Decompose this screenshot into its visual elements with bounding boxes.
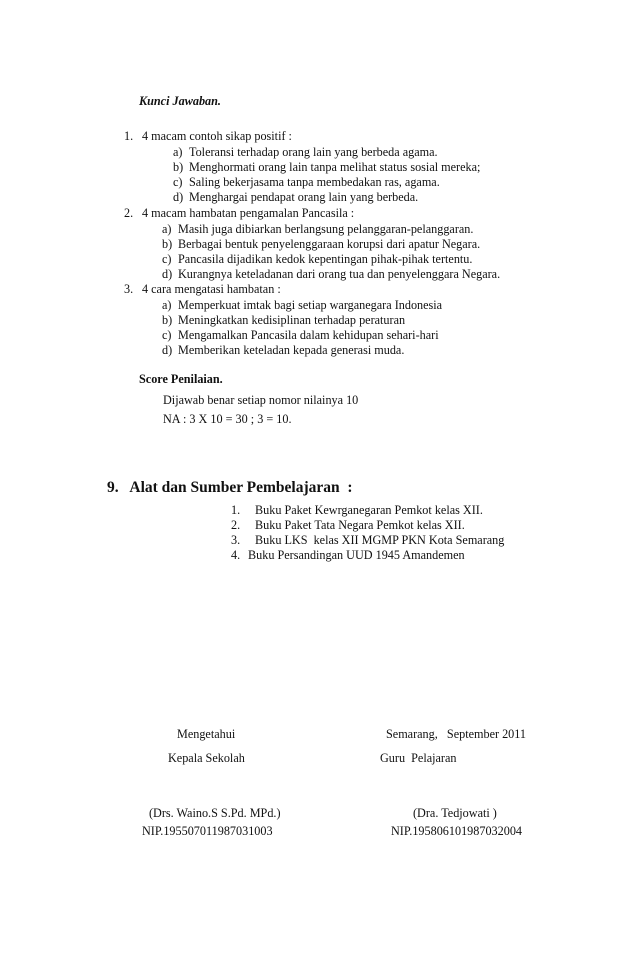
list-item: 1. Buku Paket Kewrganegaran Pemkot kelas XII. xyxy=(231,503,483,517)
question-text: 4 macam hambatan pengamalan Pancasila : xyxy=(142,206,355,220)
question-number: 1. xyxy=(124,129,134,143)
signature-right-place-date: Semarang, September 2011 xyxy=(386,727,527,741)
question-number: 3. xyxy=(124,282,134,296)
signature-left-nip: NIP.195507011987031003 xyxy=(142,824,273,838)
list-item: d) Menghargai pendapat orang lain yang berbeda. xyxy=(173,190,419,204)
list-item: c) Pancasila dijadikan kedok kepentingan pihak-pihak tertentu. xyxy=(162,252,473,266)
list-item: d) Memberikan keteladan kepada generasi muda. xyxy=(162,343,405,357)
question-number: 2. xyxy=(124,206,134,220)
list-item: 4. Buku Persandingan UUD 1945 Amandemen xyxy=(231,548,465,562)
list-item: a) Masih juga dibiarkan berlangsung pelanggaran-pelanggaran. xyxy=(162,222,474,236)
list-item: b) Berbagai bentuk penyelenggaraan korupsi dari apatur Negara. xyxy=(162,237,481,251)
section-heading: 9. Alat dan Sumber Pembelajaran : xyxy=(107,479,353,496)
signature-right-nip: NIP.195806101987032004 xyxy=(391,824,523,838)
list-item: 2. Buku Paket Tata Negara Pemkot kelas XII. xyxy=(231,518,465,532)
score-formula: NA : 3 X 10 = 30 ; 3 = 10. xyxy=(163,412,292,426)
list-item: b) Meningkatkan kedisiplinan terhadap peraturan xyxy=(162,313,406,327)
signature-right-role: Guru Pelajaran xyxy=(380,751,457,765)
list-item: 3. Buku LKS kelas XII MGMP PKN Kota Semarang xyxy=(231,533,505,547)
list-item: b) Menghormati orang lain tanpa melihat status sosial mereka; xyxy=(173,160,481,174)
question-2 xyxy=(124,206,354,221)
list-item: c) Saling bekerjasama tanpa membedakan ras, agama. xyxy=(173,175,440,189)
answer-key-title: Kunci Jawaban. xyxy=(139,94,221,108)
signature-left-header: Mengetahui xyxy=(177,727,236,741)
question-1 xyxy=(124,129,292,144)
score-title: Score Penilaian. xyxy=(139,372,223,386)
question-3 xyxy=(124,282,281,297)
list-item: d) Kurangnya keteladanan dari orang tua dan penyelenggara Negara. xyxy=(162,267,501,281)
list-item: a) Toleransi terhadap orang lain yang berbeda agama. xyxy=(173,145,438,159)
score-rule: Dijawab benar setiap nomor nilainya 10 xyxy=(163,393,359,407)
question-text: 4 cara mengatasi hambatan : xyxy=(142,282,281,296)
signature-left-role: Kepala Sekolah xyxy=(168,751,245,765)
list-item: a) Memperkuat imtak bagi setiap warganegara Indonesia xyxy=(162,298,443,312)
signature-left-name: (Drs. Waino.S S.Pd. MPd.) xyxy=(149,806,281,820)
signature-right-name: (Dra. Tedjowati ) xyxy=(413,806,497,820)
list-item: c) Mengamalkan Pancasila dalam kehidupan sehari-hari xyxy=(162,328,439,342)
question-text: 4 macam contoh sikap positif : xyxy=(142,129,292,143)
